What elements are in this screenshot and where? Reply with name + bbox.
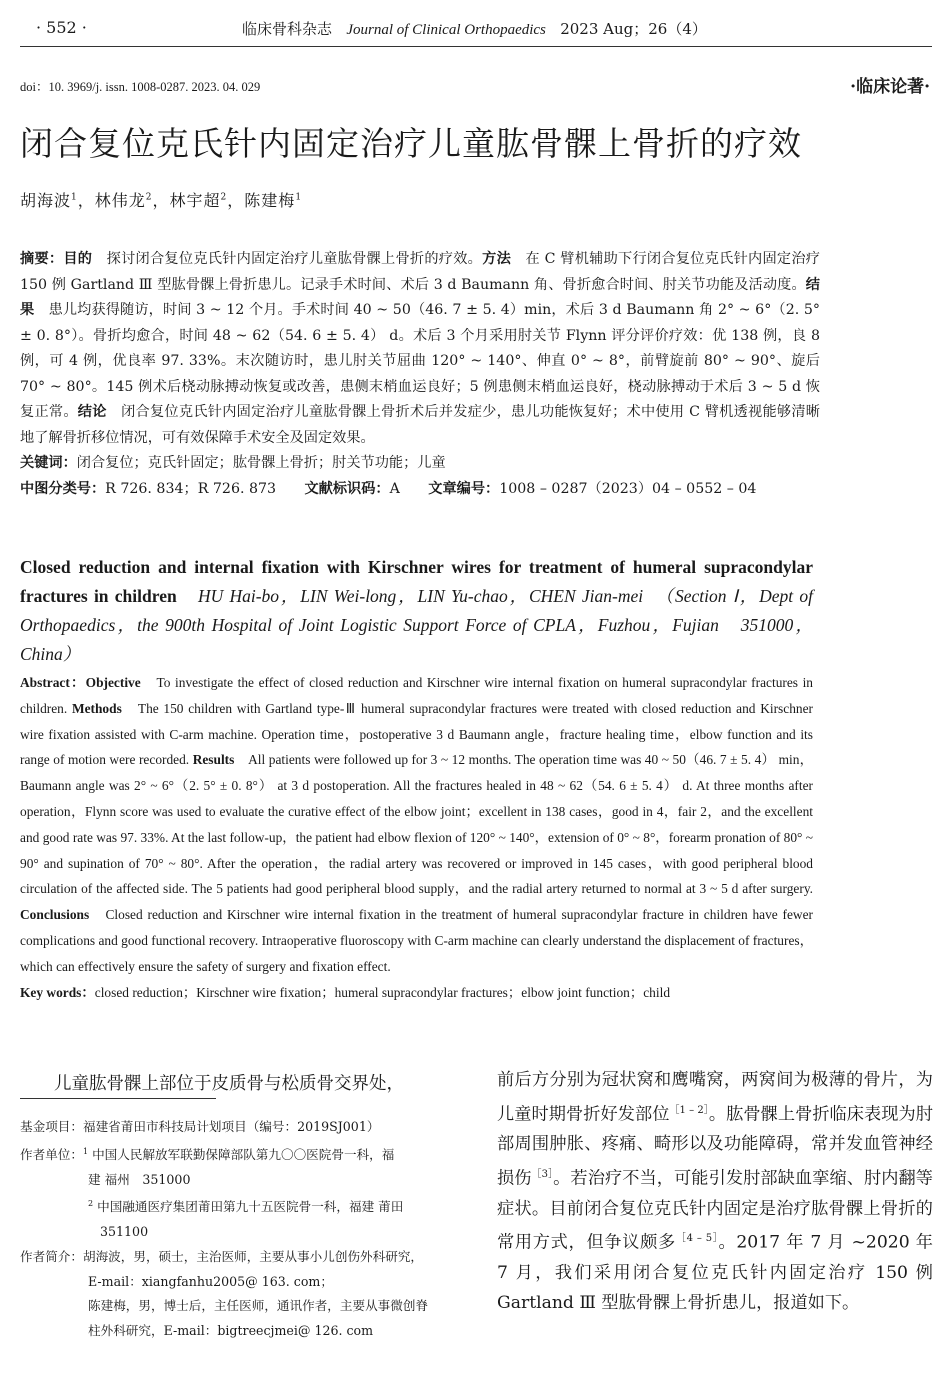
author-name: 林宇超	[169, 191, 221, 210]
unit1-cont: 建 福州 351000	[88, 1171, 191, 1187]
author-name: 陈建梅	[244, 191, 296, 210]
article-title: 闭合复位克氏针内固定治疗儿童肱骨髁上骨折的疗效	[20, 124, 802, 163]
article-no-label: 文章编号：	[428, 480, 500, 497]
author-list: 胡海波$^1$，林伟龙$^2$，林宇超$^2$，陈建梅$^1$	[20, 191, 303, 210]
citation: ［4 – 5］	[675, 1233, 719, 1245]
clc-label: 中图分类号：	[20, 480, 106, 497]
keywords-line	[20, 451, 820, 477]
citation: ［1 – 2］	[669, 1104, 709, 1116]
unit2-text: 中国融通医疗集团莆田第九十五医院骨一科，福建 莆田	[97, 1199, 404, 1215]
running-header	[242, 18, 707, 39]
body-text: 。2017 年 7 月 ~2020 年 7 月，我们采用闭合复位克氏针内固定治疗 150 例 Gartland Ⅲ 型肱骨髁上骨折患儿，报道如下。	[497, 1233, 933, 1313]
objective-label: 目的	[63, 251, 93, 267]
abstract-label: 摘要：	[20, 251, 64, 267]
journal-name-en: Journal of Clinical Orthopaedics	[346, 22, 546, 38]
en-keywords-line	[20, 980, 813, 1006]
en-results-text: All patients were followed up for 3 ~ 12 months. The operation time was 40 ~ 50（46. 7 ± 5. 4） min，Baumann angle was 2° ~ 6°（2. 5° ± 0. 8°） at 3 d postoperation. All the fractures healed in 48 ~ 62（54. 6 ± 5. 4） d. At three months after operation，Flynn score was used to evaluate the curative effect of the elbow joint；excellent in 138 cases，good in 4，fair 2，and the excellent and good rate was 97. 33%. At the last follow-up，the patient had elbow flexion of 120° ~ 140°，extension of 0° ~ 8°，forearm pronation of 80° ~ 90° and supination of 70° ~ 80°. After the operation，the radial artery was recovered or improved in 145 cases，with good peripheral blood circulation of the affected side. The 5 patients had good peripheral blood supply，and the radial artery returned to normal at 3 ~ 5 d after surgery.	[20, 752, 813, 897]
fund-label: 基金项目：	[20, 1119, 83, 1134]
body-text-left: 儿童肱骨髁上部位于皮质骨与松质骨交界处，	[54, 1074, 404, 1094]
unit-line	[20, 1140, 460, 1168]
classification-line	[20, 477, 820, 503]
en-keywords-label: Key words：	[20, 984, 95, 1000]
body-text: 。肱骨髁上骨折临床表现为肘部周围肿胀、疼痛、畸形以及功能障碍，常并发血管神经损伤	[497, 1104, 933, 1189]
bio2-email: 柱外科研究，E-mail：bigtreecjmei@ 126. com	[88, 1323, 374, 1338]
journal-name-cn: 临床骨科杂志	[242, 20, 333, 38]
en-abstract-label: Abstract：	[20, 675, 86, 690]
section-label: ·临床论著·	[850, 77, 930, 97]
en-objective-label: Objective	[85, 675, 141, 690]
en-methods-text: The 150 children with Gartland type-Ⅲ humeral supracondylar fractures were treated with closed reduction and Kirschner wire fixation assisted with C-arm machine. Operation time，postoperative 3 d Baumann angle，fracture healing time，elbow function and its range of motion were recorded.	[20, 700, 814, 768]
doc-code-label: 文献标识码：	[304, 480, 390, 497]
results-label: 结果	[20, 276, 820, 318]
keywords-text: 闭合复位；克氏针固定；肱骨髁上骨折；肘关节功能；儿童	[76, 455, 446, 471]
fund-text: 福建省莆田市科技局计划项目（编号：2019SJ001）	[82, 1119, 380, 1134]
author-affiliation-mark: 1	[71, 192, 78, 203]
bio1-text: 胡海波，男，硕士，主治医师，主要从事小儿创伤外科研究，	[82, 1248, 423, 1264]
english-abstract	[20, 670, 813, 1005]
doi: doi：10. 3969/j. issn. 1008-0287. 2023. 04. 029	[20, 80, 261, 94]
bio2-text: 陈建梅，男，博士后，主任医师，通讯作者，主要从事微创脊	[88, 1298, 429, 1314]
en-conclusions-label: Conclusions	[20, 907, 90, 923]
author-affiliation-mark: 2	[145, 192, 153, 203]
chinese-abstract	[20, 247, 820, 502]
en-results-label: Results	[192, 752, 235, 768]
objective-text: 探讨闭合复位克氏针内固定治疗儿童肱骨髁上骨折的疗效。	[106, 251, 483, 267]
results-text: 患儿均获得随访，时间 3 ~ 12 个月。手术时间 40 ~ 50（46. 7 ± 5. 4）min，术后 3 d Baumann 角 2° ~ 6°（2. 5° ± 0. 8°）。骨折均愈合，时间 48 ~ 62（54. 6 ± 5. 4） d。术后 3 个月采用肘关节 Flynn 评分评价疗效：优 138 例，良 8 例，可 4 例，优良率 97. 33%。末次随访时，患儿肘关节屈曲 120° ~ 140°、伸直 0° ~ 8°，前臂旋前 80° ~ 90°、旋后 70° ~ 80°。145 例术后桡动脉搏动恢复或改善，患侧末梢血运良好；5 例患侧末梢血运良好，桡动脉搏动于术后 3 ~ 5 d 恢复正常。	[20, 302, 820, 420]
unit-label: 作者单位：	[20, 1146, 83, 1162]
footnotes	[20, 1115, 460, 1344]
clc-value: R 726. 834；R 726. 873	[105, 480, 277, 497]
methods-text: 在 C 臂机辅助下行闭合复位克氏针内固定治疗 150 例 Gartland Ⅲ 型肱骨髁上骨折患儿。记录手术时间、术后 3 d Baumann 角、骨折愈合时间、肘关节功能及活动度。	[20, 251, 820, 293]
article-no-value: 1008 – 0287（2023）04 – 0552 – 04	[499, 480, 757, 497]
en-objective-text: To investigate the effect of closed reduction and Kirschner wire internal fixation on humeral supracondylar fractures in children.	[20, 675, 813, 716]
page-number: · 552 ·	[36, 18, 87, 37]
body-text: 前后方分别为冠状窝和鹰嘴窝，两窝间为极薄的骨片，为儿童时期骨折好发部位	[497, 1070, 933, 1125]
bio-line	[20, 1245, 460, 1270]
author-name: 林伟龙	[94, 191, 146, 210]
unit2-cont: 351100	[100, 1224, 149, 1240]
conclusion-text: 闭合复位克氏针内固定治疗儿童肱骨髁上骨折术后并发症少，患儿功能恢复好；术中使用 C 臂机透视能够清晰地了解骨折移位情况，可有效保障手术安全及固定效果。	[20, 404, 820, 446]
english-abstract-block	[20, 553, 813, 1005]
citation: ［3］	[531, 1169, 554, 1181]
bio-label: 作者简介：	[20, 1248, 83, 1264]
doc-code-value: A	[389, 480, 400, 497]
en-methods-label: Methods	[71, 700, 122, 716]
fund-line	[20, 1115, 460, 1140]
unit2-mark: 2	[88, 1199, 94, 1209]
unit1-text: 中国人民解放军联勤保障部队第九〇〇医院骨一科，福	[92, 1146, 395, 1162]
en-keywords-text: closed reduction；Kirschner wire fixation；humeral supracondylar fractures；elbow joint function；child	[94, 984, 671, 1000]
bio1-email: E-mail：xiangfanhu2005@ 163. com；	[88, 1273, 333, 1289]
footnote-rule	[20, 1098, 216, 1099]
methods-label: 方法	[482, 251, 512, 267]
english-title-text: Closed reduction and internal fixation with Kirschner wires for treatment of humeral supracondylar fractures in children	[20, 557, 813, 606]
header-rule	[20, 46, 932, 47]
unit1-mark: 1	[82, 1146, 89, 1156]
english-authors: HU Hai-bo，LIN Wei-long，LIN Yu-chao，CHEN Jian-mei （Section Ⅰ，Dept of Orthopaedics，the 900th Hospital of Joint Logistic Support Force of CPLA，Fuzhou，Fujian 351000，China）	[20, 586, 814, 664]
author-affiliation-mark: 2	[220, 192, 228, 203]
unit2-line	[20, 1192, 460, 1220]
author-name: 胡海波	[20, 191, 72, 210]
keywords-label: 关键词：	[20, 455, 77, 471]
body-text: 。若治疗不当，可能引发肘部缺血挛缩、肘内翻等症状。目前闭合复位克氏针内固定是治疗肱骨髁上骨折的常用方式，但争议颇多	[497, 1168, 933, 1254]
en-conclusions-text: Closed reduction and Kirschner wire internal fixation in the treatment of humeral supracondylar fracture in children have fewer complications and good functional recovery. Intraoperative fluoroscopy with C-arm machine can clearly understand the displacement of fractures，which can effectively ensure the safety of surgery and fixation effect.	[20, 907, 814, 974]
author-affiliation-mark: 1	[295, 192, 303, 203]
conclusion-label: 结论	[77, 404, 107, 420]
journal-issue: 2023 Aug；26（4）	[560, 20, 707, 38]
body-text-right	[497, 1066, 933, 1319]
english-title	[20, 553, 813, 669]
